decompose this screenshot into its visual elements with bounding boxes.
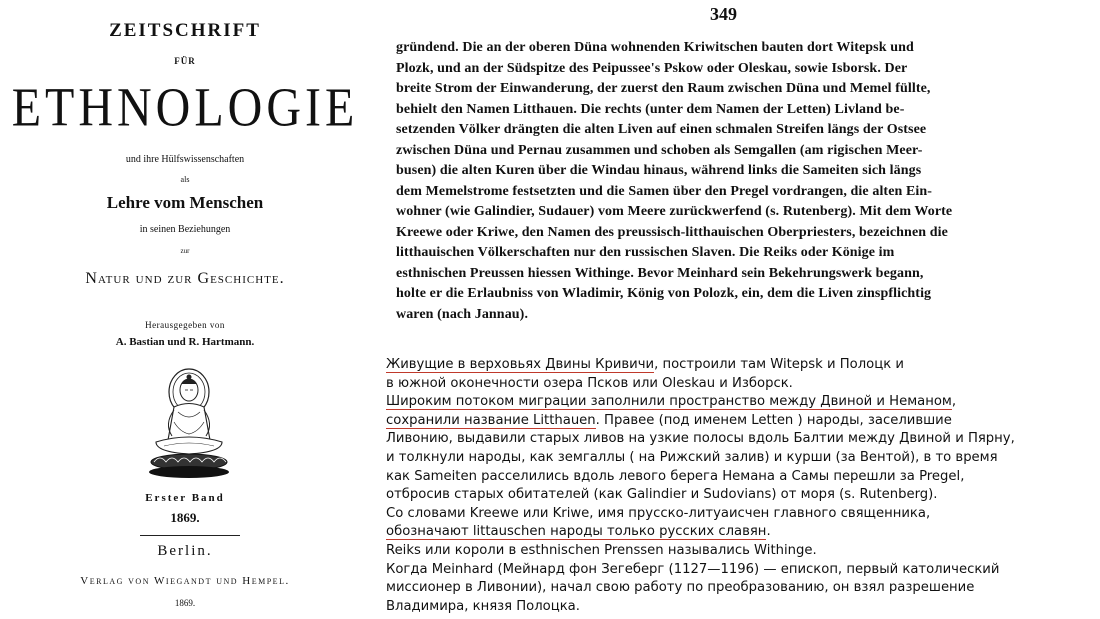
line-text: Когда Meinhard (Мейнард фон Зегеберг (1127—1196) — епископ, первый католический: [386, 561, 1000, 577]
highlighted-phrase: Живущие в верховьях Двины Кривичи: [386, 357, 655, 372]
line-text: .: [766, 524, 771, 540]
german-text-line: breite Strom der Einwanderung, der zuerst den Raum zwischen Düna und Memel füllte,: [396, 81, 931, 96]
german-text-line: Plozk, und an der Südspitze des Peipussee's Pskow oder Oleskau, sowie Isborsk. Der: [396, 60, 908, 76]
russian-text-line: [386, 523, 1100, 542]
german-text-line: busen) die alten Kuren über die Windau hinaus, während links die Sameiten sich längs: [396, 163, 922, 178]
line-text: . Правее (под именем Letten ) народы, заселившие: [595, 412, 952, 428]
russian-text-line: [386, 598, 1100, 617]
editors-label: Herausgegeben von: [145, 320, 225, 330]
subtitle-als: als: [180, 175, 190, 184]
russian-text-line: [386, 468, 1100, 487]
line-text: Ливонию, выдавили старых ливов на узкие полосы вдоль Балтии между Двиной и Пярну,: [386, 431, 1015, 447]
german-page-excerpt: [380, 0, 1100, 345]
highlighted-phrase: сохранили название Litthauen: [386, 412, 596, 428]
publication-year: 1869.: [174, 598, 196, 608]
publisher-name: Verlag von Wiegandt und Hempel.: [80, 575, 290, 587]
highlighted-phrase: Широким потоком миграции заполнили пространство между Двиной и Неманом: [386, 394, 952, 410]
german-text-line: Kreewe oder Kriwe, den Namen des preussisch-litthauischen Oberpriesters, bezeichnen die: [396, 224, 948, 240]
highlighted-phrase: обозначают littauschen народы только русских славян: [386, 524, 767, 540]
russian-text-line: [386, 561, 1100, 580]
volume-label: Erster Band: [145, 492, 225, 504]
journal-title-line2: FÜR: [174, 56, 196, 66]
russian-text-line: [386, 430, 1100, 449]
publication-city: Berlin.: [157, 543, 213, 559]
german-text-line: litthauischen Völkerschaften nur den russischen Slaven. Die Reiks oder Könige im: [396, 245, 895, 260]
subtitle-lehre: Lehre vom Menschen: [106, 193, 264, 212]
line-text: Reiks или короли в esthnischen Prenssen назывались Withinge.: [386, 542, 817, 558]
page-number: 349: [710, 4, 737, 24]
german-text-line: esthnischen Preussen hiessen Withinge. Bevor Meinhard sein Bekehrungswerk begann,: [396, 265, 924, 281]
russian-text-line: [386, 356, 1100, 375]
russian-text-line: [386, 579, 1100, 598]
divider: [140, 535, 240, 536]
subtitle-zur: zur: [180, 247, 190, 255]
german-text-line: holte er die Erlaubniss von Wladimir, König von Polozk, ein, dem die Liven zinspflichtig: [396, 286, 932, 301]
buddha-emblem-icon: [134, 362, 244, 482]
russian-text-line: [386, 375, 1100, 394]
journal-title-main: ETHNOLOGIE: [11, 77, 359, 138]
russian-text-line: [386, 412, 1100, 431]
subtitle-beziehungen: in seinen Beziehungen: [139, 224, 231, 235]
subtitle-natur: Natur und zur Geschichte.: [85, 270, 285, 287]
german-text-line: behielt den Namen Litthauen. Die rechts (unter dem Namen der Letten) Livland be-: [396, 101, 905, 117]
german-paragraph: [396, 38, 1080, 325]
line-text: как Sameiten расселились вдоль левого берега Немана а Самы перешли за Pregel,: [386, 468, 965, 484]
german-text-line: setzenden Völker drängten die alten Liven auf einen schmalen Streifen längs der Ostsee: [396, 122, 927, 137]
german-text-line: zwischen Düna und Pernau zusammen und schoben als Semgallen (am rigischen Meer-: [396, 142, 923, 158]
line-text: Со словами Kreewe или Kriwe, имя прусско-литуаисчен главного священника,: [386, 505, 931, 521]
russian-text-line: [386, 486, 1100, 505]
editors-names: A. Bastian und R. Hartmann.: [115, 336, 255, 348]
german-text-line: dem Memelstrome festsetzten und die Samen über den Pregel vordrangen, die alten Ein-: [396, 183, 933, 199]
line-text: Владимира, князя Полоцка.: [386, 598, 580, 614]
volume-year: 1869.: [170, 510, 200, 525]
russian-text-line: [386, 393, 1100, 412]
line-text: отбросив старых обитателей (как Galindier и Sudovians) от моря (s. Rutenberg).: [386, 487, 938, 503]
journal-title-line1: ZEITSCHRIFT: [109, 20, 261, 41]
russian-text-line: [386, 505, 1100, 524]
subtitle-hulfswissenschaften: und ihre Hülfswissenschaften: [125, 154, 245, 165]
line-text: , построили там Witepsk и Полоцк и: [654, 357, 904, 372]
russian-text-line: [386, 542, 1100, 561]
russian-text-line: [386, 449, 1100, 468]
line-text: миссионер в Ливонии), начал свою работу по преобразованию, он взял разрешение: [386, 580, 975, 596]
russian-translation: [386, 356, 1100, 616]
german-text-line: gründend. Die an der oberen Düna wohnenden Kriwitschen bauten dort Witepsk und: [396, 40, 914, 55]
line-text: в южной оконечности озера Псков или Oleskau и Изборск.: [386, 375, 793, 391]
german-text-line: wohner (wie Galindier, Sudauer) vom Meere zurückwerfend (s. Rutenberg). Mit dem Worte: [396, 204, 953, 219]
line-text: ,: [951, 394, 957, 410]
german-text-line: waren (nach Jannau).: [396, 306, 529, 322]
line-text: и толкнули народы, как земгаллы ( на Рижский залив) и курши (за Вентой), в то время: [386, 449, 998, 465]
title-page: [0, 0, 370, 619]
